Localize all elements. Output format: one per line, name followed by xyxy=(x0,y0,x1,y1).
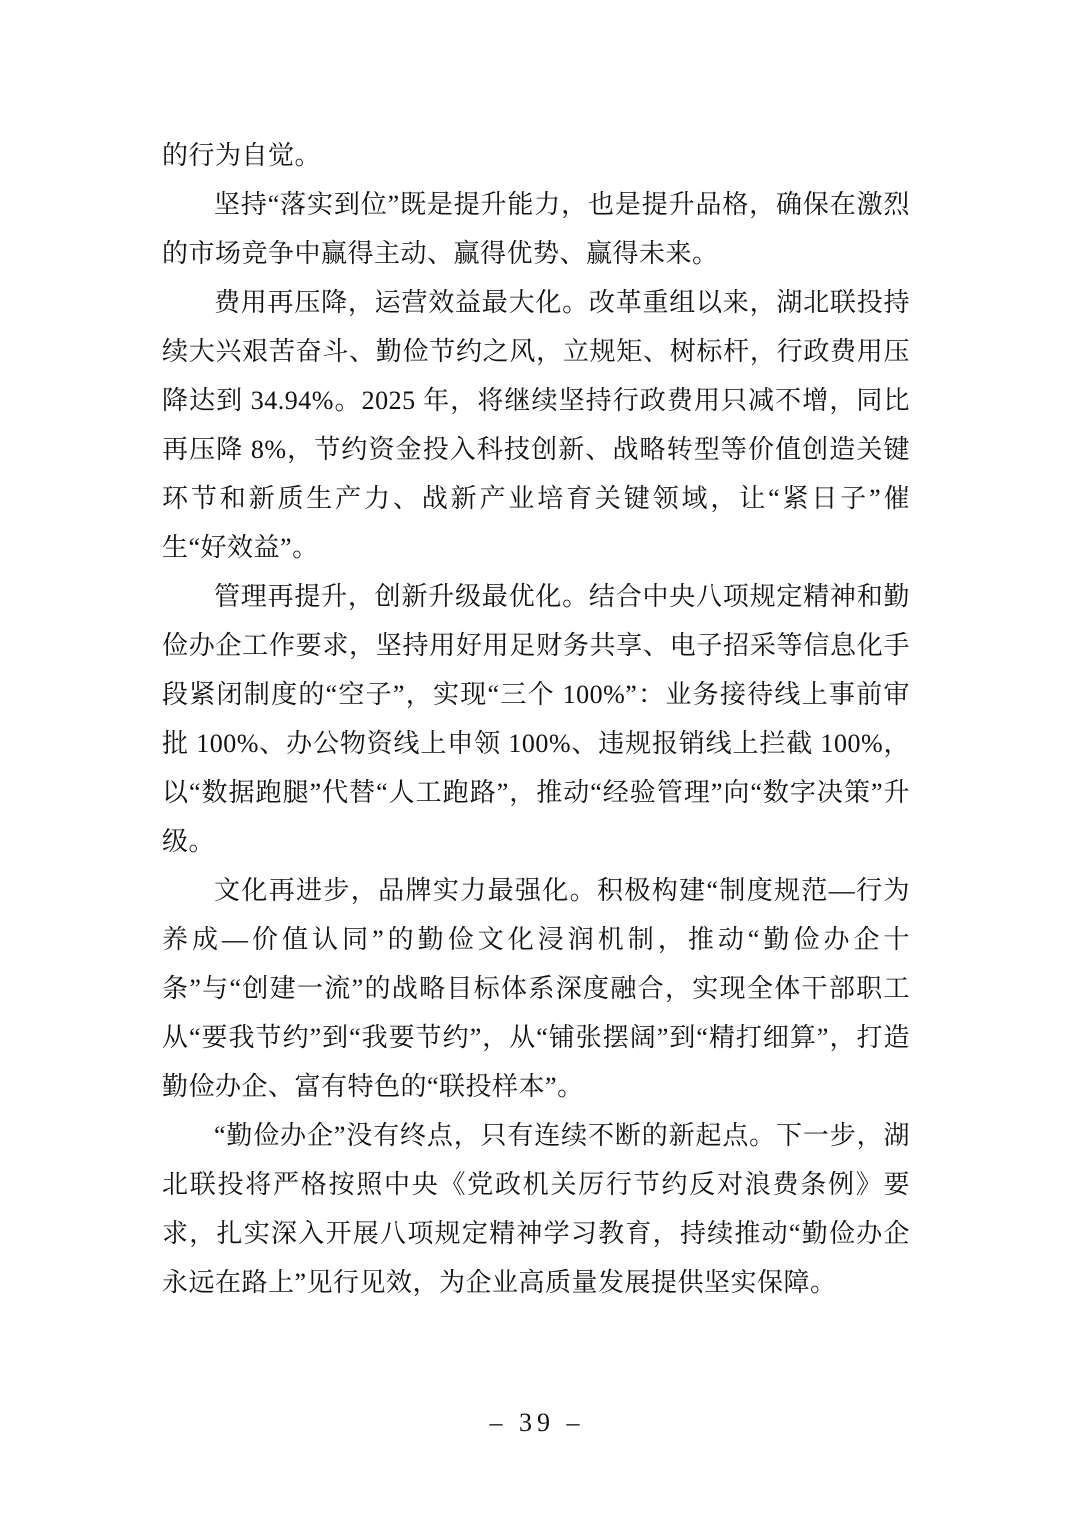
paragraph: 文化再进步，品牌实力最强化。积极构建“制度规范—行为养成—价值认同”的勤俭文化浸润机制，推动“勤俭办企十条”与“创建一流”的战略目标体系深度融合，实现全体干部职工从“要我节约”到“我要节约”，从“铺张摆阔”到“精打细算”，打造勤俭办企、富有特色的“联投样本”。 xyxy=(162,876,910,1101)
document-body xyxy=(162,131,910,1307)
paragraph: 的行为自觉。 xyxy=(162,141,322,170)
paragraph: 费用再压降，运营效益最大化。改革重组以来，湖北联投持续大兴艰苦奋斗、勤俭节约之风，立规矩、树标杆，行政费用压降达到 34.94%。2025 年，将继续坚持行政费用只减不增，同比再压降 8%，节约资金投入科技创新、战略转型等价值创造关键环节和新质生产力、战新产业培育关键领域，让“紧日子”催生“好效益”。 xyxy=(162,288,910,562)
paragraph: 管理再提升，创新升级最优化。结合中央八项规定精神和勤俭办企工作要求，坚持用好用足财务共享、电子招采等信息化手段紧闭制度的“空子”，实现“三个 100%”：业务接待线上事前审批 100%、办公物资线上申领 100%、违规报销线上拦截 100%，以“数据跑腿”代替“人工跑路”，推动“经验管理”向“数字决策”升级。 xyxy=(162,582,910,856)
page-number: – 39 – xyxy=(489,1408,585,1437)
paragraph: “勤俭办企”没有终点，只有连续不断的新起点。下一步，湖北联投将严格按照中央《党政机关厉行节约反对浪费条例》要求，扎实深入开展八项规定精神学习教育，持续推动“勤俭办企永远在路上”见行见效，为企业高质量发展提供坚实保障。 xyxy=(162,1121,910,1297)
paragraph: 坚持“落实到位”既是提升能力，也是提升品格，确保在激烈的市场竞争中赢得主动、赢得优势、赢得未来。 xyxy=(162,190,910,268)
